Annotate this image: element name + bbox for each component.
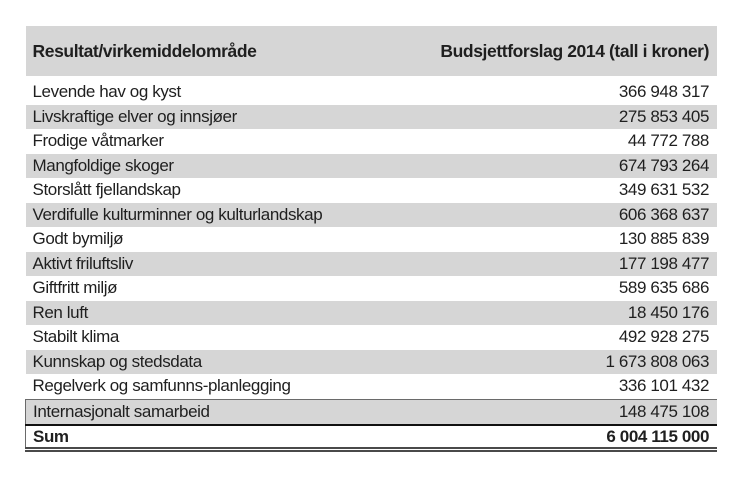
- table-row: [26, 301, 718, 326]
- table-row: [26, 374, 718, 399]
- row-label-cell: Godt bymiljø: [32, 229, 124, 249]
- table-row: [26, 178, 718, 203]
- row-label-cell: Ren luft: [32, 302, 88, 322]
- row-value-cell: 589 635 686: [618, 278, 709, 298]
- table-row: [26, 154, 718, 179]
- table-row: [26, 350, 718, 375]
- row-label-cell: Kunnskap og stedsdata: [32, 351, 202, 371]
- row-label-cell: Livskraftige elver og innsjøer: [32, 106, 237, 126]
- row-value-cell: 606 368 637: [618, 204, 709, 224]
- row-label-cell: Verdifulle kulturminner og kulturlandskap: [32, 204, 323, 224]
- row-value-cell: 674 793 264: [618, 155, 709, 175]
- row-value-cell: 1 673 808 063: [605, 351, 709, 371]
- table-row: [26, 399, 718, 425]
- row-label-cell: Levende hav og kyst: [32, 82, 181, 102]
- row-value-cell: 18 450 176: [627, 302, 709, 322]
- row-value-cell: 130 885 839: [618, 229, 709, 249]
- budget-table: [25, 26, 717, 452]
- table-row: [26, 276, 718, 301]
- row-value-cell: 336 101 432: [618, 376, 709, 396]
- row-value-cell: 148 475 108: [406, 399, 717, 425]
- row-label-cell: Regelverk og samfunns-planlegging: [32, 376, 291, 396]
- row-label-cell: Giftfritt miljø: [32, 278, 118, 298]
- table-row: [26, 227, 718, 252]
- row-value-cell: 492 928 275: [618, 327, 709, 347]
- row-label-cell: Frodige våtmarker: [32, 131, 164, 151]
- row-value-cell: 366 948 317: [618, 82, 709, 102]
- table-row: [26, 105, 718, 130]
- table-row: [26, 78, 718, 105]
- sum-value: 6 004 115 000: [406, 425, 717, 450]
- row-label-cell: Internasjonalt samarbeid: [26, 399, 406, 425]
- row-label-cell: Aktivt friluftsliv: [32, 253, 133, 273]
- table-row: [26, 325, 718, 350]
- row-value-cell: 349 631 532: [618, 180, 709, 200]
- table-header-row: [26, 26, 718, 78]
- sum-label: Sum: [26, 425, 406, 450]
- row-label-cell: Storslått fjellandskap: [32, 180, 181, 200]
- column-header-budget-2014: Budsjettforslag 2014 (tall i kroner): [406, 26, 717, 78]
- sum-row: [26, 425, 718, 450]
- row-value-cell: 177 198 477: [618, 253, 709, 273]
- column-header-result-area: Resultat/virkemiddelområde: [26, 26, 406, 78]
- row-value-cell: 44 772 788: [627, 131, 709, 151]
- table-row: [26, 252, 718, 277]
- table-row: [26, 203, 718, 228]
- row-label-cell: Stabilt klima: [32, 327, 119, 347]
- row-value-cell: 275 853 405: [618, 106, 709, 126]
- row-label-cell: Mangfoldige skoger: [32, 155, 174, 175]
- table-row: [26, 129, 718, 154]
